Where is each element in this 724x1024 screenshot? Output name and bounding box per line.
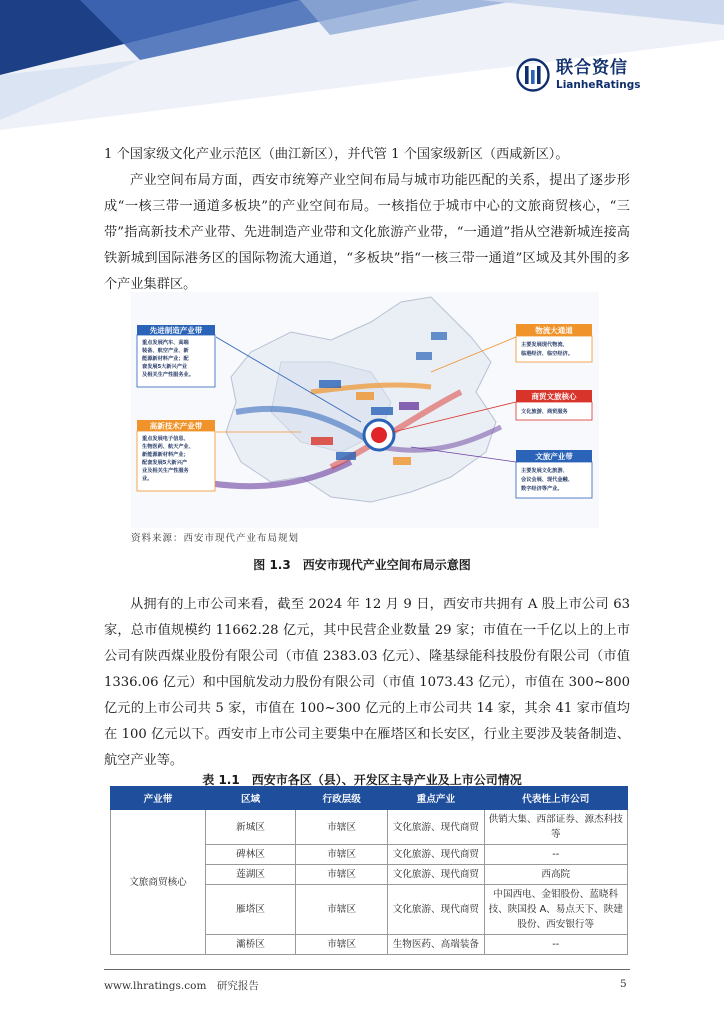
map-box-advanced-mfg-line: 套发展5大新兴产业 bbox=[142, 364, 188, 370]
table-cell-area: 莲湖区 bbox=[205, 865, 295, 885]
map-box-advanced-mfg-title: 先进制造产业带 bbox=[149, 326, 203, 335]
paragraph-1: 1 个国家级文化产业示范区（曲江新区），并代管 1 个国家级新区（西咸新区）。 bbox=[104, 147, 569, 162]
footer-divider bbox=[104, 969, 630, 970]
table-cell-industry: 文化旅游、现代商贸 bbox=[388, 885, 484, 935]
table-cell-level: 市辖区 bbox=[296, 810, 388, 845]
table-cell-companies: 西高院 bbox=[484, 865, 627, 885]
table-cell-industry: 文化旅游、现代商贸 bbox=[388, 865, 484, 885]
map-box-logistics bbox=[516, 324, 592, 362]
figure-caption: 图 1.3 西安市现代产业空间布局示意图 bbox=[253, 558, 471, 572]
map-box-culture-title: 文旅产业带 bbox=[535, 452, 573, 461]
paragraph-2: 产业空间布局方面，西安市统筹产业空间布局与城市功能匹配的关系，提出了逐步形成“一核三带一通道多板块”的产业空间布局。一核指位于城市中心的文旅商贸核心，“三带”指高新技术产业带、先进制造产业带和文化旅游产业带，“一通道”指从空港新城连接高铁新城到国际港务区的国际物流大通道，“多板块”指“一核三带一通道”区域及其外围的多个产业集群区。 bbox=[104, 173, 630, 292]
svg-text:重点发展汽车、高端 装备、航空产业、新 bbox=[142, 338, 194, 378]
map-box-advanced-mfg-line: 重点发展汽车、高端 bbox=[142, 340, 189, 346]
map-box-hightech bbox=[137, 420, 215, 491]
map-box-advanced-mfg-line: 及相关生产性服务业。 bbox=[142, 372, 194, 378]
map-box-hightech-line: 重点发展电子信息、 bbox=[142, 436, 189, 442]
figure-source: 资料来源：西安市现代产业布局规划 bbox=[131, 533, 300, 544]
paragraph-3: 从拥有的上市公司来看，截至 2024 年 12 月 9 日，西安市共拥有 A 股上市公司 63 家，总市值规模约 11662.28 亿元，其中民营企业数量 29 家；市值在一千亿以上的上市公司有陕西煤业股份有限公司（市值 2383.03 亿元）、隆基绿能科技股份有限公司（市值 1336.06 亿元）和中国航发动力股份有限公司（市值 1073.43 亿元），市值在 300~800 亿元的上市公司共 5 家，市值在 100~300 亿元的上市公司共 14 家，其余 41 家市值均在 100 亿元以下。西安市上市公司主要集中在雁塔区和长安区，行业主要涉及装备制造、航空产业等。 bbox=[104, 597, 630, 768]
map-box-commerce-title: 商贸文旅核心 bbox=[531, 392, 577, 401]
table-cell-area: 碑林区 bbox=[205, 845, 295, 865]
page-number: 5 bbox=[620, 978, 627, 990]
map-box-hightech-line: 新能源新材料产业； bbox=[142, 452, 189, 458]
map-box-hightech-line: 业。 bbox=[142, 476, 153, 482]
table-cell-area: 灞桥区 bbox=[205, 935, 295, 955]
map-box-advanced-mfg-line: 能源新材料产业；配 bbox=[142, 356, 189, 362]
map-box-hightech-line: 生物医药、航天产业、 bbox=[142, 444, 194, 450]
table-cell-industry: 生物医药、高端装备 bbox=[388, 935, 484, 955]
table-header-cell: 行政层级 bbox=[296, 787, 388, 810]
table-cell-level: 市辖区 bbox=[296, 885, 388, 935]
table-cell-level: 市辖区 bbox=[296, 935, 388, 955]
table-group-cell: 文旅商贸核心 bbox=[111, 810, 206, 955]
table-cell-companies: -- bbox=[484, 935, 627, 955]
map-box-logistics-title: 物流大通道 bbox=[535, 326, 573, 335]
table-caption: 表 1.1 西安市各区（县）、开发区主导产业及上市公司情况 bbox=[202, 773, 522, 787]
logo-mark-icon bbox=[516, 58, 550, 92]
table-header-cell: 代表性上市公司 bbox=[484, 787, 627, 810]
map-box-logistics-line: 主要发展现代物流、 bbox=[521, 342, 568, 348]
industry-layout-map bbox=[131, 292, 599, 528]
table-cell-area: 雁塔区 bbox=[205, 885, 295, 935]
table-cell-companies: -- bbox=[484, 845, 627, 865]
table-header-cell: 产业带 bbox=[111, 787, 206, 810]
logo-cn-text: 联合资信 bbox=[556, 57, 628, 78]
map-box-commerce-line: 文化旅游、商贸服务 bbox=[521, 409, 568, 415]
table-cell-industry: 文化旅游、现代商贸 bbox=[388, 845, 484, 865]
map-box-commerce bbox=[516, 390, 592, 420]
footer-site: www.lhratings.com 研究报告 bbox=[104, 980, 259, 992]
map-box-hightech-line: 业及相关生产性服务 bbox=[142, 468, 189, 474]
map-box-culture-line: 数字经济等产业。 bbox=[521, 486, 563, 492]
table-cell-companies: 供销大集、西部证券、源杰科技等 bbox=[484, 810, 627, 845]
table-cell-area: 新城区 bbox=[205, 810, 295, 845]
map-box-hightech-line: 配套发展5大新兴产 bbox=[142, 460, 188, 466]
map-box-culture-line: 会议会展、现代金融、 bbox=[521, 477, 573, 483]
map-box-logistics-line: 临港经济、临空经济。 bbox=[521, 351, 573, 357]
table-cell-industry: 文化旅游、现代商贸 bbox=[388, 810, 484, 845]
table-header-cell: 区域 bbox=[205, 787, 295, 810]
table-cell-level: 市辖区 bbox=[296, 865, 388, 885]
map-box-culture bbox=[516, 450, 592, 498]
table-header-row bbox=[111, 787, 628, 810]
map-box-culture-line: 主要发展文化旅游、 bbox=[521, 468, 568, 474]
map-box-advanced-mfg-line: 装备、航空产业、新 bbox=[142, 348, 189, 354]
table-cell-companies: 中国西电、金钼股份、蓝晓科技、陕国投 A、易点天下、陕建股份、西安银行等 bbox=[484, 885, 627, 935]
map-box-advanced-mfg bbox=[137, 325, 215, 387]
table-row bbox=[111, 810, 628, 845]
logo-en-text: LianheRatings bbox=[556, 78, 641, 91]
table-cell-level: 市辖区 bbox=[296, 845, 388, 865]
industry-table bbox=[110, 786, 628, 955]
company-logo bbox=[516, 55, 646, 95]
map-box-hightech-title: 高新技术产业带 bbox=[149, 421, 203, 431]
table-header-cell: 重点产业 bbox=[388, 787, 484, 810]
